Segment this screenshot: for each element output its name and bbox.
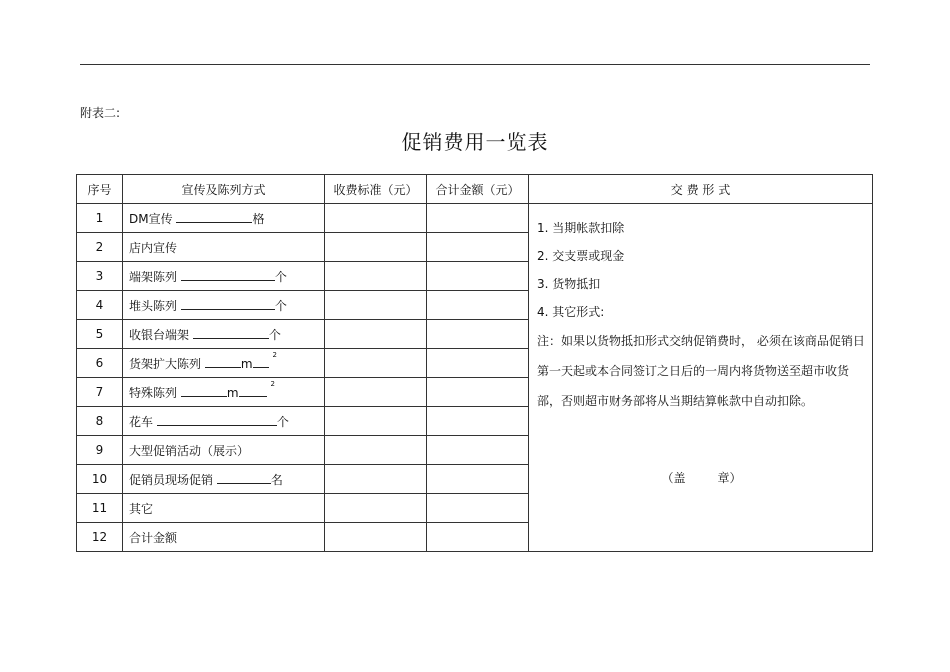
method-label: 其它 [129,501,154,516]
row-number: 1 [77,204,123,233]
row-method [123,378,325,407]
standard-cell[interactable] [325,523,427,552]
total-cell[interactable] [427,204,529,233]
fill-blank[interactable] [205,355,241,368]
header-total: 合计金额（元） [427,175,529,204]
row-method [123,494,325,523]
row-number: 7 [77,378,123,407]
row-method [123,436,325,465]
row-method [123,465,325,494]
method-label: 堆头陈列 [129,298,178,313]
unit-m: m [226,385,239,400]
row-method [123,523,325,552]
attachment-label: 附表二: [80,106,121,120]
method-label: 促销员现场促销 [129,472,214,487]
method-suffix: 名 [270,472,283,487]
standard-cell[interactable] [325,204,427,233]
standard-cell[interactable] [325,436,427,465]
method-suffix: 个 [274,298,287,313]
total-cell[interactable] [427,320,529,349]
total-cell[interactable] [427,233,529,262]
standard-cell[interactable] [325,233,427,262]
method-label: 大型促销活动（展示） [129,443,250,458]
method-label: 货架扩大陈列 [129,356,202,371]
method-suffix: 个 [274,269,287,284]
standard-cell[interactable] [325,407,427,436]
fill-blank[interactable] [157,413,277,426]
header-standard: 收费标准（元） [325,175,427,204]
total-cell[interactable] [427,407,529,436]
fill-blank-tail [239,384,267,397]
total-cell[interactable] [427,349,529,378]
fill-blank-tail [253,355,269,368]
fill-blank[interactable] [217,471,271,484]
total-cell[interactable] [427,465,529,494]
standard-cell[interactable] [325,465,427,494]
standard-cell[interactable] [325,262,427,291]
payment-option: 2. 交支票或现金 [537,249,625,263]
superscript-2: 2 [270,379,276,388]
standard-cell[interactable] [325,494,427,523]
row-number: 9 [77,436,123,465]
total-cell[interactable] [427,436,529,465]
method-label: 合计金额 [129,530,178,545]
fill-blank[interactable] [176,210,252,223]
method-suffix: 个 [268,327,281,342]
payment-cell [529,204,873,552]
method-label: 端架陈列 [129,269,178,284]
stamp-right: 章） [717,471,742,485]
stamp-left: （盖 [661,471,686,485]
superscript-2: 2 [272,350,278,359]
header-method: 宣传及陈列方式 [123,175,325,204]
row-number: 10 [77,465,123,494]
fill-blank[interactable] [181,297,275,310]
table-row [77,204,873,233]
method-label: DM宣传 [129,211,173,226]
header-payment: 交 费 形 式 [529,175,873,204]
row-number: 12 [77,523,123,552]
unit-m: m [240,356,253,371]
method-label: 特殊陈列 [129,385,178,400]
payment-option: 3. 货物抵扣 [537,277,601,291]
standard-cell[interactable] [325,378,427,407]
method-suffix: 格 [252,211,265,226]
total-cell[interactable] [427,494,529,523]
row-number: 5 [77,320,123,349]
row-method [123,349,325,378]
header-row [77,175,873,204]
row-method [123,262,325,291]
payment-option: 1. 当期帐款扣除 [537,221,625,235]
row-method [123,233,325,262]
stamp [537,464,866,492]
standard-cell[interactable] [325,291,427,320]
row-method [123,204,325,233]
row-number: 3 [77,262,123,291]
total-cell[interactable] [427,262,529,291]
method-label: 花车 [129,414,154,429]
fill-blank[interactable] [193,326,269,339]
total-cell[interactable] [427,523,529,552]
payment-option: 4. 其它形式: [537,305,605,319]
header-seq: 序号 [77,175,123,204]
method-suffix: 个 [276,414,289,429]
top-rule [80,64,870,65]
fill-blank[interactable] [181,384,227,397]
row-method [123,291,325,320]
payment-note: 注：如果以货物抵扣形式交纳促销费时， 必须在该商品促销日第一天起或本合同签订之日后的一周内将货物送至超市收货部，否则超市财务部将从当期结算帐款中自动扣除。 [537,334,865,408]
page-title: 促销费用一览表 [401,130,549,154]
row-number: 8 [77,407,123,436]
method-label: 店内宣传 [129,240,178,255]
total-cell[interactable] [427,291,529,320]
row-method [123,407,325,436]
total-cell[interactable] [427,378,529,407]
row-method [123,320,325,349]
row-number: 6 [77,349,123,378]
row-number: 11 [77,494,123,523]
standard-cell[interactable] [325,320,427,349]
method-label: 收银台端架 [129,327,190,342]
fill-blank[interactable] [181,268,275,281]
row-number: 4 [77,291,123,320]
standard-cell[interactable] [325,349,427,378]
promotion-fee-table [76,174,873,552]
row-number: 2 [77,233,123,262]
